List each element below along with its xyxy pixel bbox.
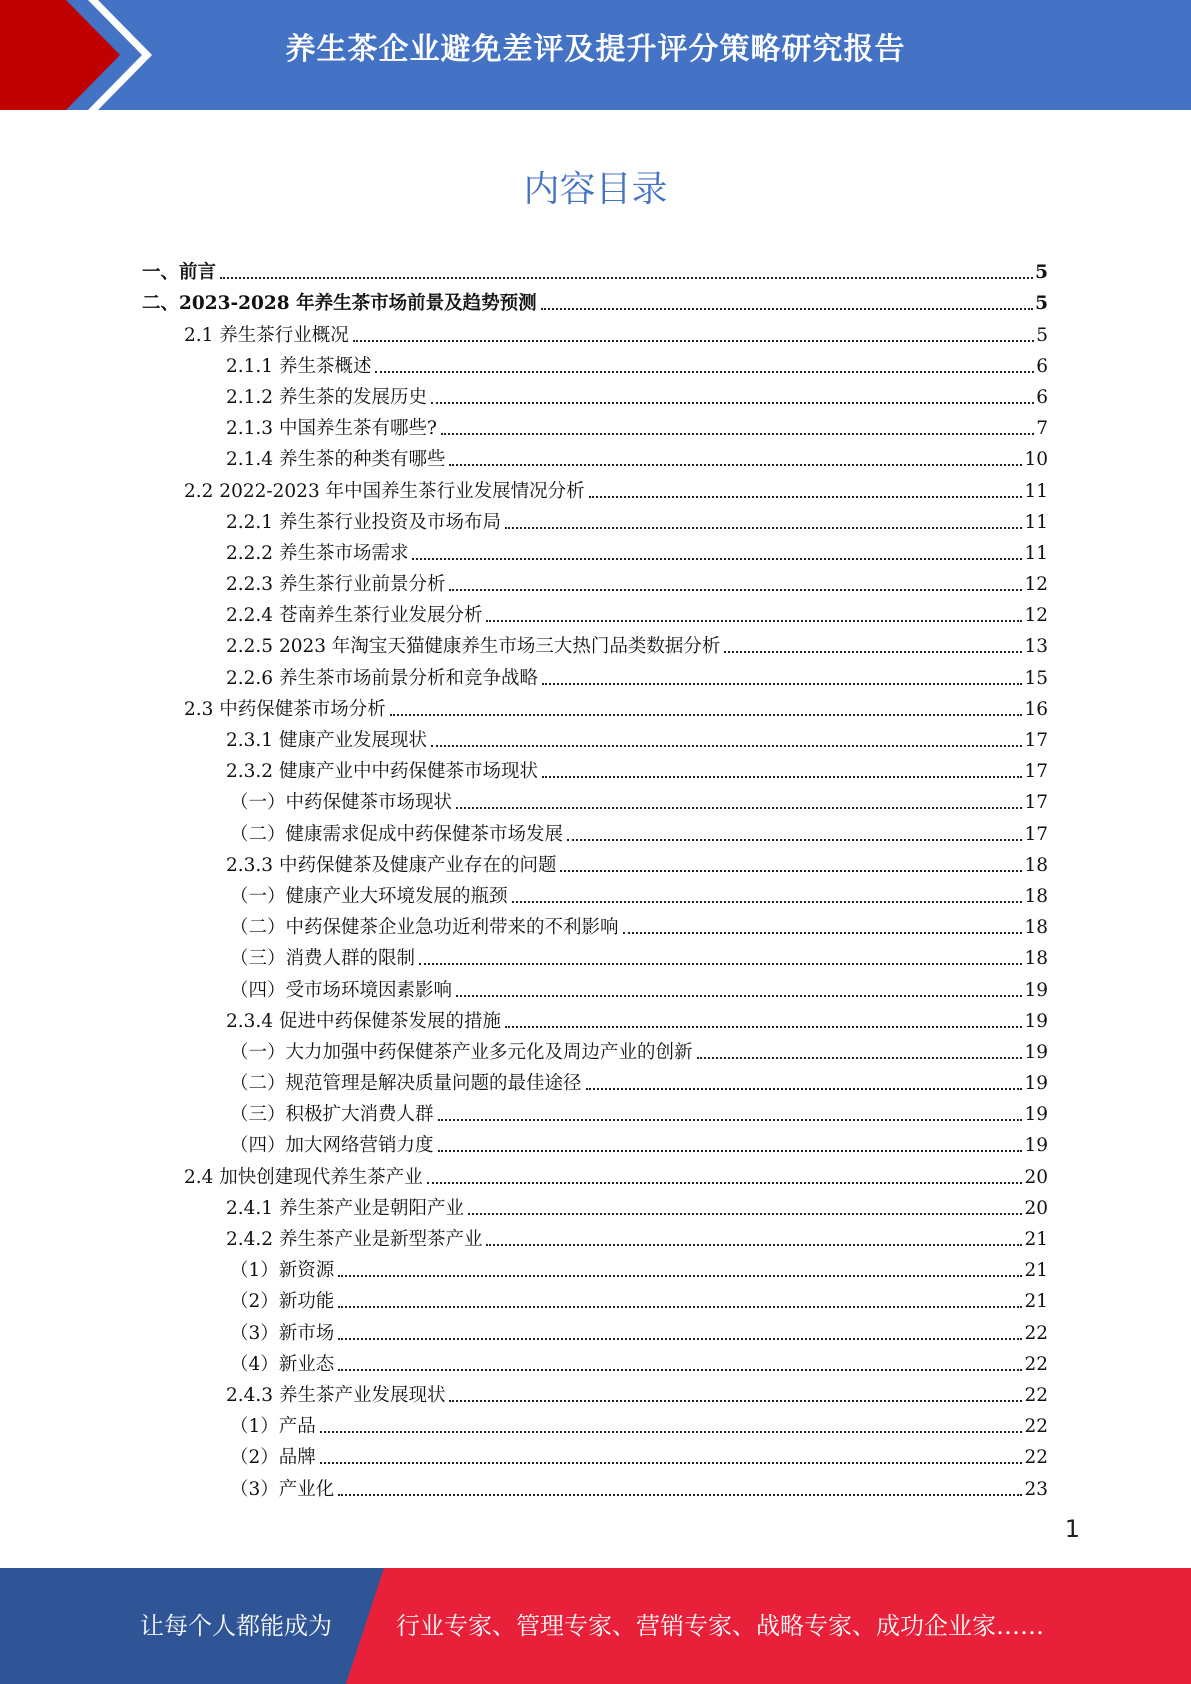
toc-entry[interactable]: [184, 691, 1048, 722]
toc-entry[interactable]: [230, 1034, 1048, 1065]
toc-entry-label: 2.2.2 养生茶市场需求: [226, 542, 409, 564]
toc-entry-label: 2.1.4 养生茶的种类有哪些: [226, 449, 446, 471]
toc-entry-page: 18: [1024, 885, 1048, 907]
footer-slogan-right: 行业专家、管理专家、营销专家、战略专家、成功企业家……: [396, 1612, 1044, 1640]
toc-leader-dots: [419, 963, 1022, 965]
toc-entry-page: 20: [1024, 1197, 1048, 1219]
toc-leader-dots: [449, 464, 1022, 466]
header-band: [0, 0, 1191, 110]
toc-entry[interactable]: [226, 379, 1048, 410]
toc-entry-label: （1）产品: [230, 1416, 316, 1438]
toc-entry-page: 11: [1024, 542, 1048, 564]
toc-leader-dots: [724, 651, 1022, 653]
toc-entry-label: （一）大力加强中药保健茶产业多元化及周边产业的创新: [230, 1041, 693, 1063]
toc-entry[interactable]: [226, 753, 1048, 784]
toc-leader-dots: [486, 1244, 1022, 1246]
toc-entry-page: 21: [1024, 1260, 1048, 1282]
toc-leader-dots: [338, 1275, 1022, 1277]
toc-entry-page: 12: [1024, 605, 1048, 627]
toc-entry[interactable]: [226, 597, 1048, 628]
toc-leader-dots: [468, 1213, 1022, 1215]
toc-entry-label: 2.2.1 养生茶行业投资及市场布局: [226, 511, 501, 533]
toc-entry[interactable]: [184, 316, 1048, 347]
toc-entry-label: （一）中药保健茶市场现状: [230, 792, 453, 814]
toc-leader-dots: [449, 1400, 1022, 1402]
toc-entry[interactable]: [226, 659, 1048, 690]
toc-entry[interactable]: [230, 1096, 1048, 1127]
toc-leader-dots: [441, 433, 1034, 435]
toc-entry-label: （1）新资源: [230, 1260, 335, 1282]
toc-entry[interactable]: [230, 1252, 1048, 1283]
toc-entry-label: （二）健康需求促成中药保健茶市场发展: [230, 823, 564, 845]
toc-leader-dots: [512, 901, 1023, 903]
toc-entry-page: 5: [1036, 324, 1048, 346]
toc-entry-label: 2.3.3 中药保健茶及健康产业存在的问题: [226, 854, 557, 876]
report-title: 养生茶企业避免差评及提升评分策略研究报告: [285, 32, 906, 67]
toc-entry-page: 6: [1036, 386, 1048, 408]
toc-leader-dots: [431, 745, 1022, 747]
toc-entry-page: 15: [1024, 667, 1048, 689]
toc-entry[interactable]: [226, 722, 1048, 753]
toc-entry[interactable]: [184, 472, 1048, 503]
toc-entry[interactable]: [230, 878, 1048, 909]
toc-leader-dots: [505, 1026, 1022, 1028]
toc-entry-page: 21: [1024, 1291, 1048, 1313]
toc-leader-dots: [697, 1057, 1023, 1059]
toc-entry-page: 18: [1024, 917, 1048, 939]
toc-leader-dots: [589, 496, 1023, 498]
toc-entry-label: （一）健康产业大环境发展的瓶颈: [230, 885, 508, 907]
toc-entry-label: （四）加大网络营销力度: [230, 1135, 434, 1157]
toc-entry-label: （2）品牌: [230, 1447, 316, 1469]
toc-leader-dots: [438, 1119, 1023, 1121]
toc-entry-page: 5: [1035, 293, 1048, 315]
toc-entry-page: 18: [1024, 854, 1048, 876]
toc-entry[interactable]: [230, 815, 1048, 846]
toc-entry-label: 一、前言: [142, 262, 217, 284]
toc-leader-dots: [427, 1182, 1023, 1184]
toc-entry-label: 2.4.2 养生茶产业是新型茶产业: [226, 1229, 483, 1250]
toc-leader-dots: [220, 277, 1033, 279]
toc-entry-label: 2.4.1 养生茶产业是朝阳产业: [226, 1197, 464, 1219]
toc-entry-label: 2.2.6 养生茶市场前景分析和竞争战略: [226, 667, 538, 689]
page-number: 1: [1064, 1515, 1080, 1543]
toc-entry-label: （2）新功能: [230, 1291, 335, 1313]
toc-entry-label: （二）中药保健茶企业急功近利带来的不利影响: [230, 917, 619, 939]
toc-entry-label: 2.3 中药保健茶市场分析: [184, 698, 386, 720]
toc-entry-page: 6: [1036, 355, 1048, 377]
toc-entry-label: （4）新业态: [230, 1353, 335, 1375]
footer-slogan-left: 让每个人都能成为: [140, 1612, 332, 1640]
toc-entry-page: 7: [1036, 418, 1048, 440]
toc-entry[interactable]: [226, 1377, 1048, 1408]
toc-entry-label: 2.2.5 2023 年淘宝天猫健康养生市场三大热门品类数据分析: [226, 636, 721, 658]
toc-entry[interactable]: [230, 1127, 1048, 1158]
toc-entry[interactable]: [230, 940, 1048, 971]
toc-entry-page: 10: [1024, 449, 1048, 471]
toc-leader-dots: [449, 589, 1022, 591]
toc-entry-page: 11: [1024, 480, 1048, 502]
toc-entry-page: 12: [1024, 574, 1048, 596]
toc-entry-page: 19: [1024, 1104, 1048, 1126]
toc-entry-label: 二、2023-2028 年养生茶市场前景及趋势预测: [142, 293, 537, 315]
toc-entry-label: （三）消费人群的限制: [230, 948, 416, 970]
toc-entry-label: （3）新市场: [230, 1322, 335, 1344]
toc-entry-page: 17: [1024, 730, 1048, 751]
toc-entry-page: 16: [1024, 698, 1048, 720]
toc-leader-dots: [542, 683, 1022, 685]
toc-entry[interactable]: [230, 1065, 1048, 1096]
toc-entry-page: 17: [1024, 761, 1048, 783]
toc-leader-dots: [486, 620, 1022, 622]
toc-entry-label: 2.2.3 养生茶行业前景分析: [226, 574, 446, 596]
toc-leader-dots: [456, 995, 1022, 997]
toc-entry[interactable]: [230, 1439, 1048, 1470]
toc-entry-label: 2.3.1 健康产业发展现状: [226, 730, 427, 751]
toc-entry-label: 2.4 加快创建现代养生茶产业: [184, 1166, 423, 1188]
toc-entry-page: 17: [1024, 823, 1048, 845]
toc-entry[interactable]: [226, 410, 1048, 441]
toc-entry[interactable]: [230, 1470, 1048, 1501]
toc-entry-label: 2.1.1 养生茶概述: [226, 355, 372, 377]
toc-leader-dots: [338, 1369, 1022, 1371]
toc-entry-page: 19: [1024, 1073, 1048, 1095]
toc-leader-dots: [431, 402, 1034, 404]
toc-leader-dots: [586, 1088, 1023, 1090]
toc-entry-page: 11: [1024, 511, 1048, 533]
toc-entry-page: 19: [1024, 1135, 1048, 1157]
toc-leader-dots: [567, 839, 1022, 841]
toc-entry[interactable]: [230, 971, 1048, 1002]
toc-entry-page: 22: [1024, 1353, 1048, 1375]
toc-entry-label: （四）受市场环境因素影响: [230, 979, 453, 1001]
toc-entry[interactable]: [230, 1283, 1048, 1314]
toc-entry-label: 2.1.2 养生茶的发展历史: [226, 386, 427, 408]
toc-leader-dots: [541, 308, 1034, 310]
toc-entry-label: 2.2 2022-2023 年中国养生茶行业发展情况分析: [184, 480, 585, 502]
toc-entry-page: 17: [1024, 792, 1048, 814]
toc-entry-page: 13: [1024, 636, 1048, 658]
toc-entry[interactable]: [226, 847, 1048, 878]
toc-leader-dots: [505, 527, 1022, 529]
toc-leader-dots: [338, 1306, 1022, 1308]
toc-entry-page: 22: [1024, 1384, 1048, 1406]
footer-band: [0, 1568, 1191, 1684]
toc-entry[interactable]: [226, 348, 1048, 379]
toc-entry-page: 19: [1024, 1010, 1048, 1032]
toc-entry-label: （3）产业化: [230, 1478, 335, 1500]
toc-entry[interactable]: [226, 1003, 1048, 1034]
toc-entry-label: 2.1.3 中国养生茶有哪些?: [226, 418, 437, 440]
toc-entry[interactable]: [230, 784, 1048, 815]
toc-entry-page: 22: [1024, 1322, 1048, 1344]
toc-entry-label: 2.3.2 健康产业中中药保健茶市场现状: [226, 761, 538, 783]
toc-leader-dots: [390, 714, 1023, 716]
toc-entry[interactable]: [226, 1190, 1048, 1221]
toc-leader-dots: [375, 371, 1034, 373]
toc-entry-label: （二）规范管理是解决质量问题的最佳途径: [230, 1073, 582, 1095]
toc-entry[interactable]: [226, 628, 1048, 659]
toc-entry-page: 23: [1024, 1478, 1048, 1500]
toc-entry-page: 5: [1035, 262, 1048, 284]
toc-leader-dots: [623, 932, 1023, 934]
toc-entry[interactable]: [226, 566, 1048, 597]
toc-entry-label: 2.4.3 养生茶产业发展现状: [226, 1384, 446, 1406]
toc-entry-page: 22: [1024, 1447, 1048, 1469]
toc-leader-dots: [560, 870, 1022, 872]
toc-entry[interactable]: [142, 285, 1048, 316]
toc-entry-page: 19: [1024, 979, 1048, 1001]
toc-leader-dots: [338, 1338, 1022, 1340]
toc-leader-dots: [353, 340, 1034, 342]
toc-leader-dots: [320, 1462, 1023, 1464]
toc-entry[interactable]: [184, 1158, 1048, 1189]
toc-leader-dots: [412, 558, 1022, 560]
toc-leader-dots: [320, 1431, 1023, 1433]
toc-entry[interactable]: [226, 441, 1048, 472]
toc-entry[interactable]: [230, 909, 1048, 940]
toc-entry-label: 2.1 养生茶行业概况: [184, 324, 349, 346]
toc-leader-dots: [542, 776, 1022, 778]
toc-entry-label: 2.3.4 促进中药保健茶发展的措施: [226, 1010, 501, 1032]
toc-leader-dots: [338, 1494, 1022, 1496]
toc-entry-page: 20: [1024, 1166, 1048, 1188]
toc-entry[interactable]: [230, 1346, 1048, 1377]
toc-entry[interactable]: [142, 254, 1048, 285]
toc-entry[interactable]: [226, 535, 1048, 566]
toc-heading: 内容目录: [523, 169, 668, 210]
toc-entry-page: 18: [1024, 948, 1048, 970]
toc-entry-page: 19: [1024, 1041, 1048, 1063]
toc-entry-label: 2.2.4 苍南养生茶行业发展分析: [226, 605, 483, 627]
toc-leader-dots: [438, 1150, 1023, 1152]
toc-entry[interactable]: [230, 1314, 1048, 1345]
toc-entry[interactable]: [226, 1221, 1048, 1252]
table-of-contents: [0, 254, 1191, 1502]
toc-entry[interactable]: [230, 1408, 1048, 1439]
toc-entry-label: （三）积极扩大消费人群: [230, 1104, 434, 1126]
toc-entry[interactable]: [226, 504, 1048, 535]
toc-entry-page: 21: [1024, 1229, 1048, 1250]
toc-leader-dots: [456, 807, 1022, 809]
toc-entry-page: 22: [1024, 1416, 1048, 1438]
